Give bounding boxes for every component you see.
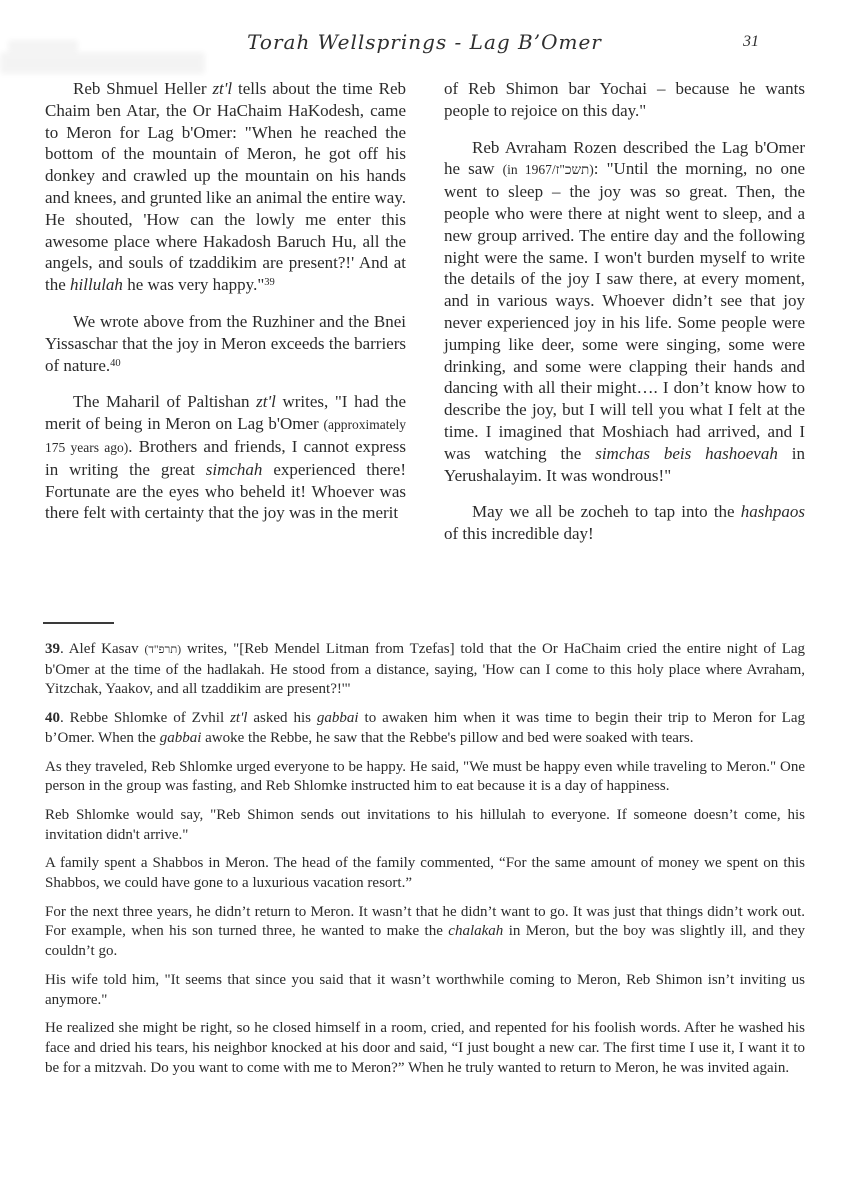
text-segment: 40 xyxy=(45,710,60,727)
text-segment: he was very happy." xyxy=(122,275,265,295)
paragraph xyxy=(444,501,805,545)
paragraph xyxy=(45,971,805,1010)
text-segment: For the next three years, he didn’t return to Meron. It wasn’t that he didn’t want to go. It was just that things didn’t work out. For example, when his son turned three, he wanted to make the xyxy=(45,903,805,940)
text-segment: of Reb Shimon bar Yochai – because he wants people to rejoice on this day." xyxy=(444,79,805,120)
text-segment: tells about the time Reb Chaim ben Atar, the Or HaChaim HaKodesh, came to Meron for Lag b'Omer: "When he reached the bottom of the mountain of Meron, he got off his donkey and crawled up the mountain on his hands and knees, and grunted like an animal the entire way. He shouted, 'How can the lowly me enter this awesome place where Hakadosh Baruch Hu, all the angels, and souls of tzaddikim are present?!' And at the xyxy=(45,79,406,295)
text-segment: (approximately 175 years ago) xyxy=(45,417,406,455)
text-segment: His wife told him, "It seems that since you said that it wasn’t worthwhile coming to Meron, Reb Shimon isn’t inviting us anymore." xyxy=(45,971,805,1008)
text-segment: : "Until the morning, no one went to sleep – the joy was so great. Then, the people who were there at night went to sleep, and a new group arrived. The entire day and the following night were the same. I won't burden myself to write the details of the joy I saw there, at every moment, and in various ways. Whoever didn’t see that joy never experienced joy in his life. Some people were jumping like deer, some were singing, some were drinking, and some were clapping their hands and dancing with all their might…. I don’t know how to describe the joy, but I will tell you what I felt at the time. I imagined that Moshiach had arrived, and I was watching the xyxy=(444,159,806,463)
text-segment: May we all be zocheh to tap into the xyxy=(472,502,741,522)
text-segment: We wrote above from the Ruzhiner and the Bnei Yissaschar that the joy in Meron exceeds the barriers of nature. xyxy=(45,311,406,375)
page-title: Torah Wellsprings - Lag B’Omer xyxy=(247,30,602,54)
text-segment: writes, "I had the merit of being in Meron on Lag b'Omer xyxy=(45,392,406,434)
paragraph xyxy=(45,1019,805,1078)
text-segment: . Rebbe Shlomke of Zvhil xyxy=(60,710,231,727)
text-segment: . Alef Kasav xyxy=(60,641,145,657)
paragraph xyxy=(45,709,805,748)
paragraph xyxy=(45,640,805,700)
page-header xyxy=(0,30,849,60)
page-number: 31 xyxy=(743,33,759,50)
paragraph xyxy=(444,78,805,122)
text-segment: He realized she might be right, so he closed himself in a room, cried, and repented for his foolish words. After he washed his face and dried his tears, his neighbor knocked at his door and said, “I just bought a new car. The first time I use it, I want it to be for a mitzvah. Do you want to come with me to Meron?” When he truly wanted to return to Meron, he was invited again. xyxy=(45,1020,805,1076)
text-segment: (in 1967/תשכ"ז) xyxy=(502,162,594,178)
paragraph xyxy=(45,311,406,376)
text-segment: writes, "[Reb Mendel Litman from Tzefas] told that the Or HaChaim cried the entire night of Lag b'Omer at the time of the hadlakah. He stood from a distance, saying, 'How can I come to this holy place where Avraham, Yitzchak, Yaakov, and all tzaddikim are present?!'" xyxy=(45,641,806,698)
text-segment: awoke the Rebbe, he saw that the Rebbe's pillow and bed were soaked with tears. xyxy=(201,729,694,746)
text-segment: hashpaos xyxy=(740,502,805,522)
text-segment: Reb Avraham Rozen described the Lag b'Omer he saw xyxy=(444,137,805,179)
two-column-body xyxy=(0,78,849,602)
left-column xyxy=(45,78,406,602)
text-segment: gabbai xyxy=(316,710,359,727)
text-segment: in Meron, but the boy was slightly ill, and they couldn’t go. xyxy=(45,923,805,960)
text-segment: zt'l xyxy=(256,392,276,412)
paragraph xyxy=(45,391,406,524)
text-segment: As they traveled, Reb Shlomke urged everyone to be happy. He said, "We must be happy even while traveling to Meron." One person in the group was fasting, and Reb Shlomke instructed him to eat because it is a day of happiness. xyxy=(45,758,805,795)
right-column xyxy=(444,78,805,602)
footnote-reference: 40 xyxy=(110,357,121,369)
text-segment: 39 xyxy=(45,641,60,657)
text-segment: chalakah xyxy=(448,923,504,940)
paragraph xyxy=(444,137,805,487)
footnotes-section xyxy=(0,624,849,1078)
text-segment: Reb Shlomke would say, "Reb Shimon sends out invitations to his hillulah to everyone. If someone doesn’t come, his invitation didn't arrive." xyxy=(45,806,805,843)
text-segment: (תרפ"ד) xyxy=(144,644,182,656)
footnote-reference: 39 xyxy=(264,277,275,289)
text-segment: . Brothers and friends, I cannot express in writing the great xyxy=(45,436,406,479)
text-segment: gabbai xyxy=(159,729,202,746)
paragraph xyxy=(45,758,805,797)
text-segment: simchah xyxy=(205,459,263,479)
text-segment: zt'l xyxy=(230,710,248,727)
text-segment: experienced there! Fortunate are the eyes who beheld it! Whoever was there felt with certainty that the joy was in the merit xyxy=(45,459,407,523)
text-segment: asked his xyxy=(247,710,317,727)
text-segment: zt'l xyxy=(212,79,233,98)
text-segment: The Maharil of Paltishan xyxy=(73,392,257,412)
paragraph xyxy=(45,854,805,893)
text-segment: in Yerushalayim. It was wondrous!" xyxy=(444,443,805,485)
text-segment: A family spent a Shabbos in Meron. The head of the family commented, “For the same amount of money we spent on this Shabbos, we could have gone to a luxurious vacation resort.” xyxy=(45,855,805,892)
paragraph xyxy=(45,806,805,845)
paragraph xyxy=(45,903,805,962)
text-segment: Reb Shmuel Heller xyxy=(73,79,213,98)
text-segment: to awaken him when it was time to begin their trip to Meron for Lag b’Omer. When the xyxy=(45,710,805,746)
text-segment: of this incredible day! xyxy=(444,524,594,544)
text-segment: simchas beis hashoevah xyxy=(595,443,778,463)
paragraph xyxy=(45,78,406,296)
text-segment: hillulah xyxy=(70,275,123,295)
